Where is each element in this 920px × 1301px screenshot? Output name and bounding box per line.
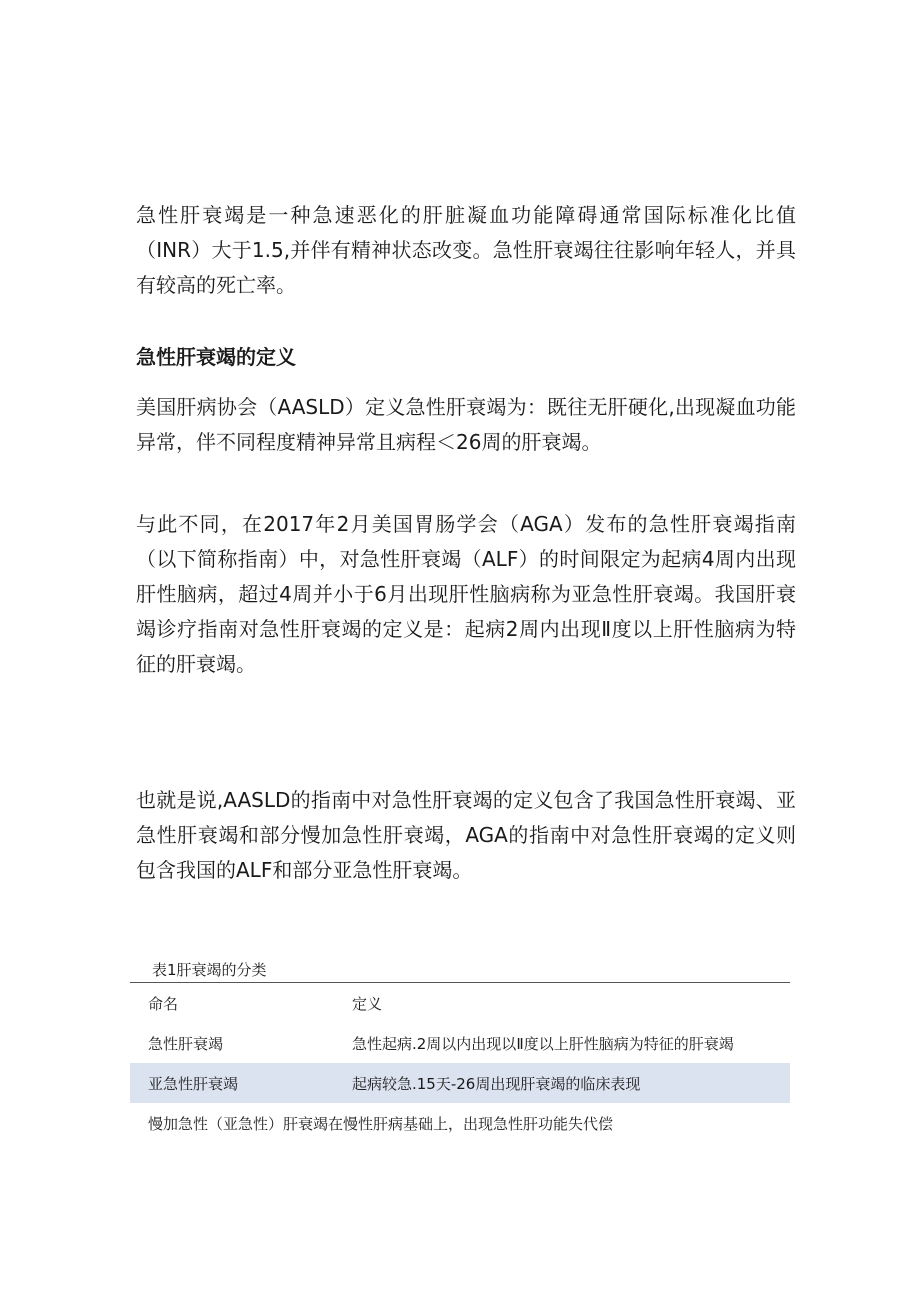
aasld-paragraph: 美国肝病协会（AASLD）定义急性肝衰竭为：既往无肝硬化,出现凝血功能异常，伴不同程度精神异常且病程＜26周的肝衰竭。 — [136, 395, 796, 454]
classification-table — [130, 958, 790, 1143]
row-name: 慢加急性（亚急性）肝衰竭在慢性肝病基础上，出现急性肝功能失代偿 — [148, 1114, 614, 1133]
header-definition: 定义 — [352, 994, 383, 1013]
row-name: 亚急性肝衰竭 — [148, 1074, 239, 1093]
section-heading: 急性肝衰竭的定义 — [136, 345, 296, 369]
table-row — [130, 1103, 790, 1143]
row-name: 急性肝衰竭 — [148, 1034, 224, 1053]
table-row — [130, 1023, 790, 1063]
summary-paragraph: 也就是说,AASLD的指南中对急性肝衰竭的定义包含了我国急性肝衰竭、亚急性肝衰竭和部分慢加急性肝衰竭，AGA的指南中对急性肝衰竭的定义则包含我国的ALF和部分亚急性肝衰竭。 — [136, 788, 796, 882]
row-definition: 起病较急.15天-26周出现肝衰竭的临床表现 — [352, 1074, 641, 1093]
header-name: 命名 — [148, 994, 179, 1013]
table-row-highlighted — [130, 1063, 790, 1103]
table-caption: 表1肝衰竭的分类 — [152, 961, 267, 979]
intro-paragraph: 急性肝衰竭是一种急速恶化的肝脏凝血功能障碍通常国际标准化比值（INR）大于1.5,并伴有精神状态改变。急性肝衰竭往往影响年轻人，并具有较高的死亡率。 — [136, 203, 796, 297]
table-header-row — [130, 983, 790, 1023]
aga-paragraph: 与此不同，在2017年2月美国胃肠学会（AGA）发布的急性肝衰竭指南（以下简称指南）中，对急性肝衰竭（ALF）的时间限定为起病4周内出现肝性脑病，超过4周并小于6月出现肝性脑病称为亚急性肝衰竭。我国肝衰竭诊疗指南对急性肝衰竭的定义是：起病2周内出现Ⅱ度以上肝性脑病为特征的肝衰竭。 — [136, 512, 796, 676]
row-definition: 急性起病.2周以内出现以Ⅱ度以上肝性脑病为特征的肝衰竭 — [352, 1034, 734, 1053]
